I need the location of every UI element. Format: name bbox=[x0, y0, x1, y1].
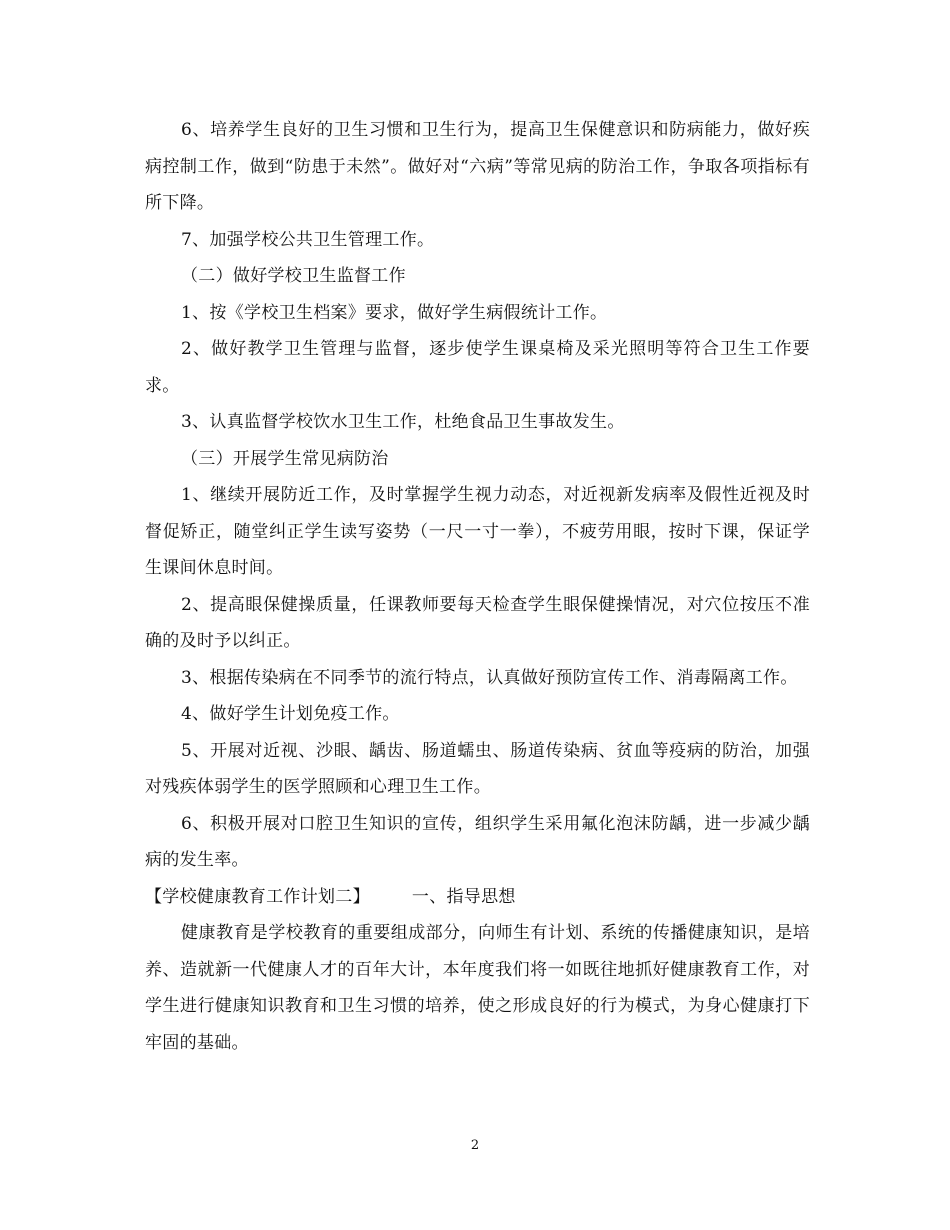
paragraph: 1、按《学校卫生档案》要求，做好学生病假统计工作。 bbox=[181, 302, 608, 323]
subheading: （三）开展学生常见病防治 bbox=[181, 448, 389, 469]
paragraph: 5、开展对近视、沙眼、龋齿、肠道蠕虫、肠道传染病、贫血等疫病的防治，加强对残疾体弱学生的医学照顾和心理卫生工作。 bbox=[145, 740, 810, 797]
paragraph: 3、认真监督学校饮水卫生工作，杜绝食品卫生事故发生。 bbox=[181, 412, 625, 432]
paragraph: 2、提高眼保健操质量，任课教师要每天检查学生眼保健操情况，对穴位按压不准确的及时予以纠正。 bbox=[145, 594, 810, 651]
paragraph: 3、根据传染病在不同季节的流行特点，认真做好预防宣传工作、消毒隔离工作。 bbox=[181, 667, 798, 688]
page-number: 2 bbox=[470, 1138, 480, 1153]
section-subtitle: 一、指导思想 bbox=[411, 886, 516, 907]
document-body bbox=[145, 112, 810, 1061]
paragraph: 1、继续开展防近工作，及时掌握学生视力动态，对近视新发病率及假性近视及时督促矫正，随堂纠正学生读写姿势（一尺一寸一拳），不疲劳用眼，按时下课，保证学生课间休息时间。 bbox=[145, 485, 810, 578]
paragraph: 健康教育是学校教育的重要组成部分，向师生有计划、系统的传播健康知识，是培养、造就新一代健康人才的百年大计，本年度我们将一如既往地抓好健康教育工作，对学生进行健康知识教育和卫生习惯的培养，使之形成良好的行为模式，为身心健康打下牢固的基础。 bbox=[145, 923, 810, 1053]
paragraph: 7、加强学校公共卫生管理工作。 bbox=[181, 229, 435, 250]
paragraph: 4、做好学生计划免疫工作。 bbox=[181, 704, 400, 724]
subheading: （二）做好学校卫生监督工作 bbox=[181, 266, 406, 286]
paragraph: 2、做好教学卫生管理与监督，逐步使学生课桌椅及采光照明等符合卫生工作要求。 bbox=[145, 339, 810, 396]
section-heading bbox=[145, 879, 810, 916]
section-title: 【学校健康教育工作计划二】 bbox=[145, 886, 370, 907]
paragraph: 6、积极开展对口腔卫生知识的宣传，组织学生采用氟化泡沫防龋，进一步减少龋病的发生率。 bbox=[145, 813, 810, 870]
paragraph: 6、培养学生良好的卫生习惯和卫生行为，提高卫生保健意识和防病能力，做好疾病控制工作，做到“防患于未然”。做好对“六病”等常见病的防治工作，争取各项指标有所下降。 bbox=[145, 120, 810, 213]
